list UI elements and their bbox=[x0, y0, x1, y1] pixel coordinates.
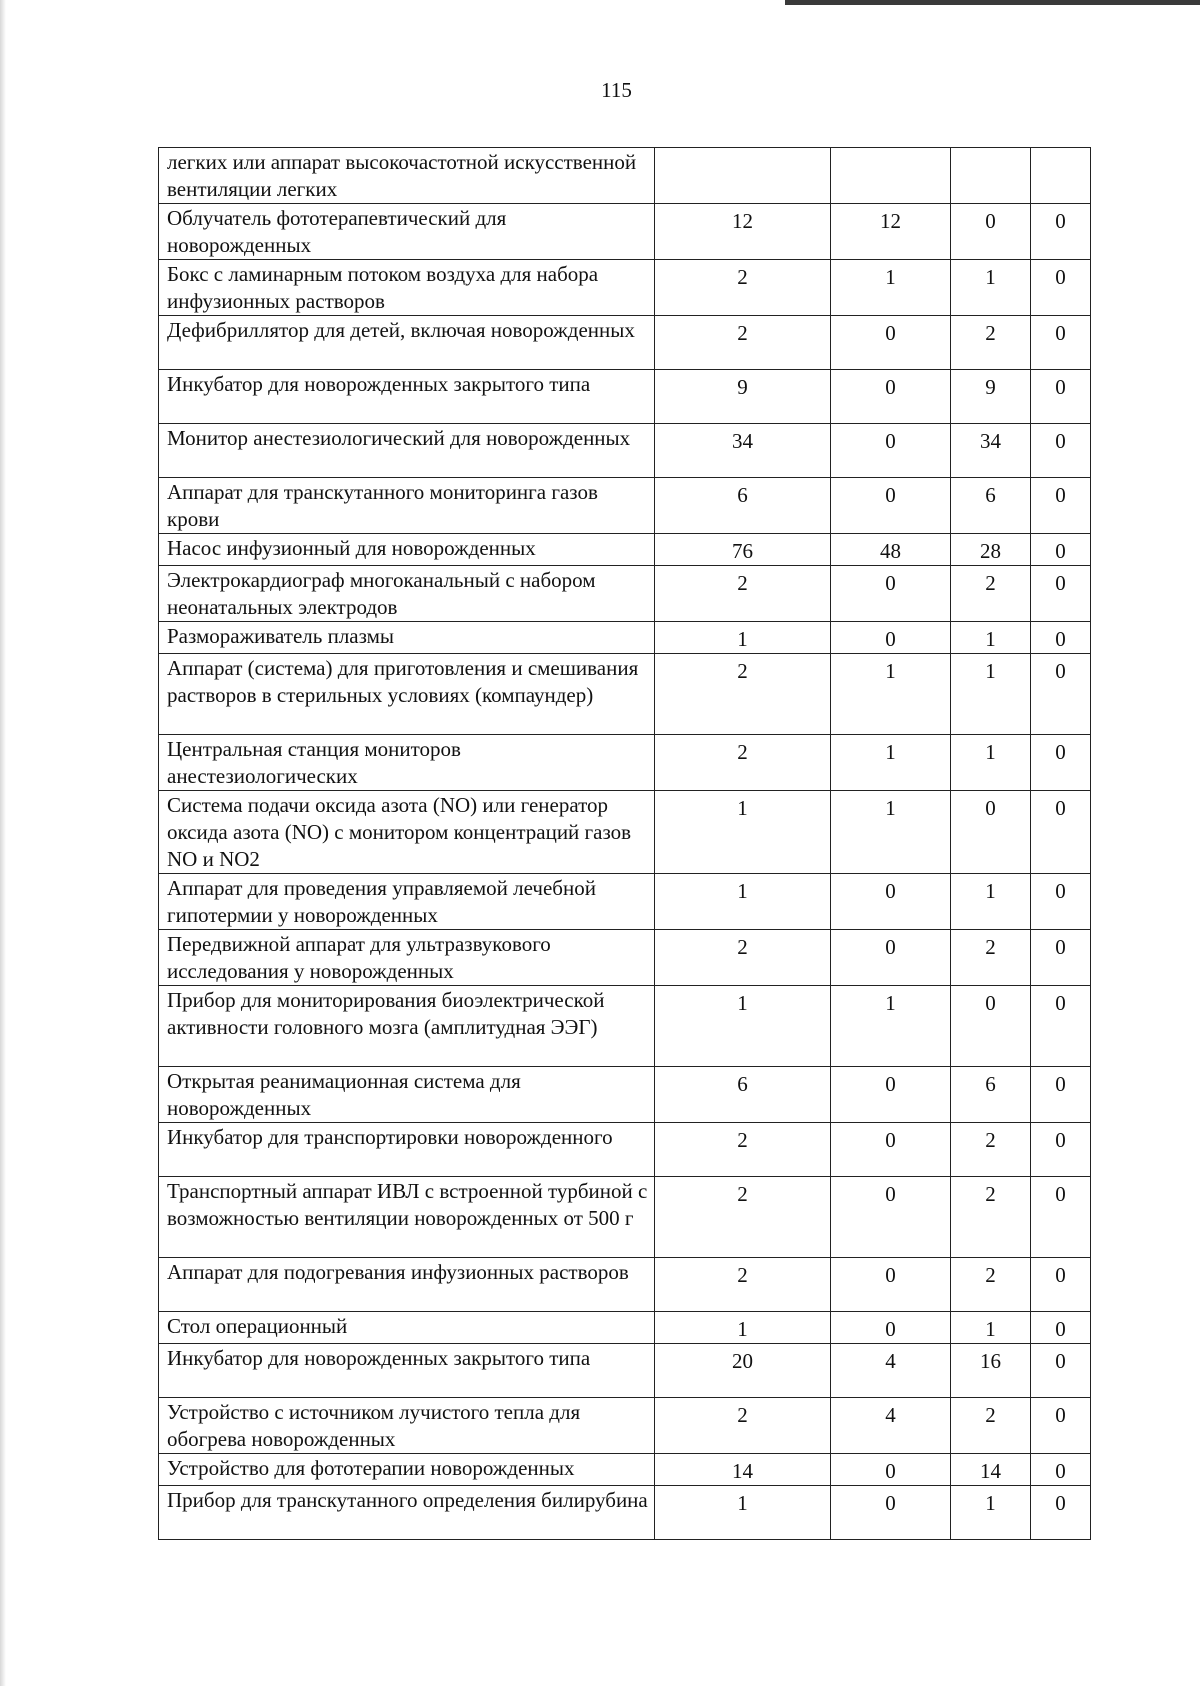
equipment-name-cell: Аппарат для проведения управляемой лечебной гипотермии у новорожденных bbox=[159, 874, 655, 930]
quantity-cell-2: 12 bbox=[831, 204, 951, 260]
equipment-name-cell: Центральная станция мониторов анестезиологических bbox=[159, 735, 655, 791]
quantity-cell-1: 6 bbox=[655, 1067, 831, 1123]
quantity-cell-1: 1 bbox=[655, 1486, 831, 1540]
table-row bbox=[159, 316, 1091, 370]
quantity-cell-1: 2 bbox=[655, 654, 831, 735]
equipment-name-cell: Аппарат для транскутанного мониторинга газов крови bbox=[159, 478, 655, 534]
quantity-cell-4: 0 bbox=[1031, 370, 1091, 424]
quantity-cell-2: 4 bbox=[831, 1344, 951, 1398]
quantity-cell-2: 0 bbox=[831, 1258, 951, 1312]
quantity-cell-4: 0 bbox=[1031, 1486, 1091, 1540]
page-number: 115 bbox=[601, 78, 632, 102]
equipment-name-cell: Электрокардиограф многоканальный с набором неонатальных электродов bbox=[159, 566, 655, 622]
table-row bbox=[159, 1454, 1091, 1486]
equipment-name-cell: Инкубатор для новорожденных закрытого типа bbox=[159, 370, 655, 424]
table-row bbox=[159, 986, 1091, 1067]
equipment-name-cell: Стол операционный bbox=[159, 1312, 655, 1344]
quantity-cell-2: 0 bbox=[831, 424, 951, 478]
quantity-cell-3: 1 bbox=[951, 1486, 1031, 1540]
quantity-cell-2: 0 bbox=[831, 1123, 951, 1177]
equipment-table bbox=[158, 147, 1091, 1540]
quantity-cell-1: 2 bbox=[655, 735, 831, 791]
quantity-cell-3: 28 bbox=[951, 534, 1031, 566]
table-row bbox=[159, 1177, 1091, 1258]
table-row bbox=[159, 478, 1091, 534]
quantity-cell-4: 0 bbox=[1031, 1398, 1091, 1454]
quantity-cell-4: 0 bbox=[1031, 534, 1091, 566]
quantity-cell-3: 2 bbox=[951, 930, 1031, 986]
table-row bbox=[159, 791, 1091, 874]
equipment-name-cell: Прибор для транскутанного определения билирубина bbox=[159, 1486, 655, 1540]
quantity-cell-1: 1 bbox=[655, 1312, 831, 1344]
quantity-cell-3: 2 bbox=[951, 1398, 1031, 1454]
equipment-name-cell: Открытая реанимационная система для новорожденных bbox=[159, 1067, 655, 1123]
quantity-cell-3 bbox=[951, 148, 1031, 204]
quantity-cell-2: 0 bbox=[831, 370, 951, 424]
quantity-cell-2: 1 bbox=[831, 260, 951, 316]
table-row bbox=[159, 204, 1091, 260]
quantity-cell-3: 1 bbox=[951, 1312, 1031, 1344]
equipment-name-cell: Прибор для мониторирования биоэлектрической активности головного мозга (амплитудная ЭЭГ) bbox=[159, 986, 655, 1067]
quantity-cell-3: 34 bbox=[951, 424, 1031, 478]
equipment-name-cell: Устройство для фототерапии новорожденных bbox=[159, 1454, 655, 1486]
quantity-cell-4: 0 bbox=[1031, 1258, 1091, 1312]
quantity-cell-3: 2 bbox=[951, 566, 1031, 622]
quantity-cell-2: 1 bbox=[831, 986, 951, 1067]
equipment-name-cell: Система подачи оксида азота (NO) или генератор оксида азота (NO) с монитором концентраций газов NO и NO2 bbox=[159, 791, 655, 874]
quantity-cell-1: 2 bbox=[655, 316, 831, 370]
quantity-cell-2: 0 bbox=[831, 1486, 951, 1540]
quantity-cell-2: 0 bbox=[831, 622, 951, 654]
table-row bbox=[159, 654, 1091, 735]
quantity-cell-1: 1 bbox=[655, 986, 831, 1067]
quantity-cell-3: 1 bbox=[951, 735, 1031, 791]
quantity-cell-1: 2 bbox=[655, 1258, 831, 1312]
quantity-cell-2: 0 bbox=[831, 1067, 951, 1123]
table-row bbox=[159, 735, 1091, 791]
quantity-cell-1: 1 bbox=[655, 622, 831, 654]
quantity-cell-2: 48 bbox=[831, 534, 951, 566]
equipment-name-cell: Устройство с источником лучистого тепла для обогрева новорожденных bbox=[159, 1398, 655, 1454]
quantity-cell-1: 14 bbox=[655, 1454, 831, 1486]
quantity-cell-1: 20 bbox=[655, 1344, 831, 1398]
quantity-cell-2: 1 bbox=[831, 791, 951, 874]
quantity-cell-3: 0 bbox=[951, 791, 1031, 874]
table-row bbox=[159, 1344, 1091, 1398]
quantity-cell-4 bbox=[1031, 148, 1091, 204]
quantity-cell-3: 2 bbox=[951, 1123, 1031, 1177]
quantity-cell-2: 1 bbox=[831, 735, 951, 791]
equipment-name-cell: Передвижной аппарат для ультразвукового исследования у новорожденных bbox=[159, 930, 655, 986]
quantity-cell-2 bbox=[831, 148, 951, 204]
table-row bbox=[159, 874, 1091, 930]
quantity-cell-4: 0 bbox=[1031, 1344, 1091, 1398]
quantity-cell-4: 0 bbox=[1031, 1123, 1091, 1177]
table-row bbox=[159, 1123, 1091, 1177]
quantity-cell-4: 0 bbox=[1031, 424, 1091, 478]
quantity-cell-3: 1 bbox=[951, 874, 1031, 930]
quantity-cell-3: 6 bbox=[951, 478, 1031, 534]
quantity-cell-1: 76 bbox=[655, 534, 831, 566]
table-row bbox=[159, 148, 1091, 204]
equipment-name-cell: Дефибриллятор для детей, включая новорожденных bbox=[159, 316, 655, 370]
quantity-cell-4: 0 bbox=[1031, 735, 1091, 791]
table-row bbox=[159, 1312, 1091, 1344]
quantity-cell-4: 0 bbox=[1031, 791, 1091, 874]
quantity-cell-1: 12 bbox=[655, 204, 831, 260]
quantity-cell-2: 1 bbox=[831, 654, 951, 735]
equipment-name-cell: Аппарат (система) для приготовления и смешивания растворов в стерильных условиях (компаундер) bbox=[159, 654, 655, 735]
equipment-name-cell: Насос инфузионный для новорожденных bbox=[159, 534, 655, 566]
quantity-cell-2: 4 bbox=[831, 1398, 951, 1454]
equipment-name-cell: Размораживатель плазмы bbox=[159, 622, 655, 654]
quantity-cell-1: 1 bbox=[655, 791, 831, 874]
quantity-cell-1: 34 bbox=[655, 424, 831, 478]
equipment-name-cell: Транспортный аппарат ИВЛ с встроенной турбиной с возможностью вентиляции новорожденных от 500 г bbox=[159, 1177, 655, 1258]
quantity-cell-1: 2 bbox=[655, 260, 831, 316]
quantity-cell-2: 0 bbox=[831, 566, 951, 622]
quantity-cell-2: 0 bbox=[831, 478, 951, 534]
equipment-name-cell: Монитор анестезиологический для новорожденных bbox=[159, 424, 655, 478]
quantity-cell-4: 0 bbox=[1031, 1454, 1091, 1486]
quantity-cell-1: 2 bbox=[655, 1177, 831, 1258]
quantity-cell-3: 0 bbox=[951, 986, 1031, 1067]
quantity-cell-4: 0 bbox=[1031, 1177, 1091, 1258]
quantity-cell-3: 6 bbox=[951, 1067, 1031, 1123]
quantity-cell-4: 0 bbox=[1031, 654, 1091, 735]
equipment-name-cell: Бокс с ламинарным потоком воздуха для набора инфузионных растворов bbox=[159, 260, 655, 316]
quantity-cell-3: 0 bbox=[951, 204, 1031, 260]
quantity-cell-4: 0 bbox=[1031, 478, 1091, 534]
equipment-name-cell: Инкубатор для транспортировки новорожденного bbox=[159, 1123, 655, 1177]
equipment-name-cell: Инкубатор для новорожденных закрытого типа bbox=[159, 1344, 655, 1398]
quantity-cell-1: 1 bbox=[655, 874, 831, 930]
quantity-cell-3: 2 bbox=[951, 1177, 1031, 1258]
quantity-cell-4: 0 bbox=[1031, 204, 1091, 260]
scan-edge-top-bar bbox=[785, 0, 1200, 5]
table-row bbox=[159, 424, 1091, 478]
table-row bbox=[159, 1258, 1091, 1312]
quantity-cell-1: 2 bbox=[655, 1123, 831, 1177]
equipment-name-cell: Аппарат для подогревания инфузионных растворов bbox=[159, 1258, 655, 1312]
quantity-cell-3: 14 bbox=[951, 1454, 1031, 1486]
table-row bbox=[159, 370, 1091, 424]
quantity-cell-4: 0 bbox=[1031, 1067, 1091, 1123]
quantity-cell-4: 0 bbox=[1031, 930, 1091, 986]
quantity-cell-4: 0 bbox=[1031, 622, 1091, 654]
quantity-cell-1 bbox=[655, 148, 831, 204]
quantity-cell-2: 0 bbox=[831, 1312, 951, 1344]
quantity-cell-4: 0 bbox=[1031, 316, 1091, 370]
quantity-cell-4: 0 bbox=[1031, 874, 1091, 930]
table-row bbox=[159, 930, 1091, 986]
table-row bbox=[159, 622, 1091, 654]
table-row bbox=[159, 534, 1091, 566]
table-row bbox=[159, 1486, 1091, 1540]
quantity-cell-1: 2 bbox=[655, 566, 831, 622]
quantity-cell-2: 0 bbox=[831, 930, 951, 986]
table-row bbox=[159, 1067, 1091, 1123]
equipment-table-body bbox=[159, 148, 1091, 1540]
table-row bbox=[159, 260, 1091, 316]
quantity-cell-1: 2 bbox=[655, 930, 831, 986]
equipment-name-cell: легких или аппарат высокочастотной искусственной вентиляции легких bbox=[159, 148, 655, 204]
quantity-cell-3: 16 bbox=[951, 1344, 1031, 1398]
quantity-cell-2: 0 bbox=[831, 1177, 951, 1258]
quantity-cell-4: 0 bbox=[1031, 566, 1091, 622]
quantity-cell-3: 2 bbox=[951, 1258, 1031, 1312]
quantity-cell-1: 6 bbox=[655, 478, 831, 534]
quantity-cell-3: 1 bbox=[951, 654, 1031, 735]
scan-edge-shadow bbox=[0, 0, 6, 1686]
quantity-cell-4: 0 bbox=[1031, 260, 1091, 316]
table-row bbox=[159, 566, 1091, 622]
table-row bbox=[159, 1398, 1091, 1454]
quantity-cell-3: 1 bbox=[951, 622, 1031, 654]
quantity-cell-2: 0 bbox=[831, 1454, 951, 1486]
quantity-cell-1: 2 bbox=[655, 1398, 831, 1454]
quantity-cell-2: 0 bbox=[831, 874, 951, 930]
quantity-cell-2: 0 bbox=[831, 316, 951, 370]
quantity-cell-1: 9 bbox=[655, 370, 831, 424]
equipment-name-cell: Облучатель фототерапевтический для новорожденных bbox=[159, 204, 655, 260]
quantity-cell-4: 0 bbox=[1031, 986, 1091, 1067]
quantity-cell-3: 2 bbox=[951, 316, 1031, 370]
quantity-cell-3: 1 bbox=[951, 260, 1031, 316]
quantity-cell-4: 0 bbox=[1031, 1312, 1091, 1344]
quantity-cell-3: 9 bbox=[951, 370, 1031, 424]
